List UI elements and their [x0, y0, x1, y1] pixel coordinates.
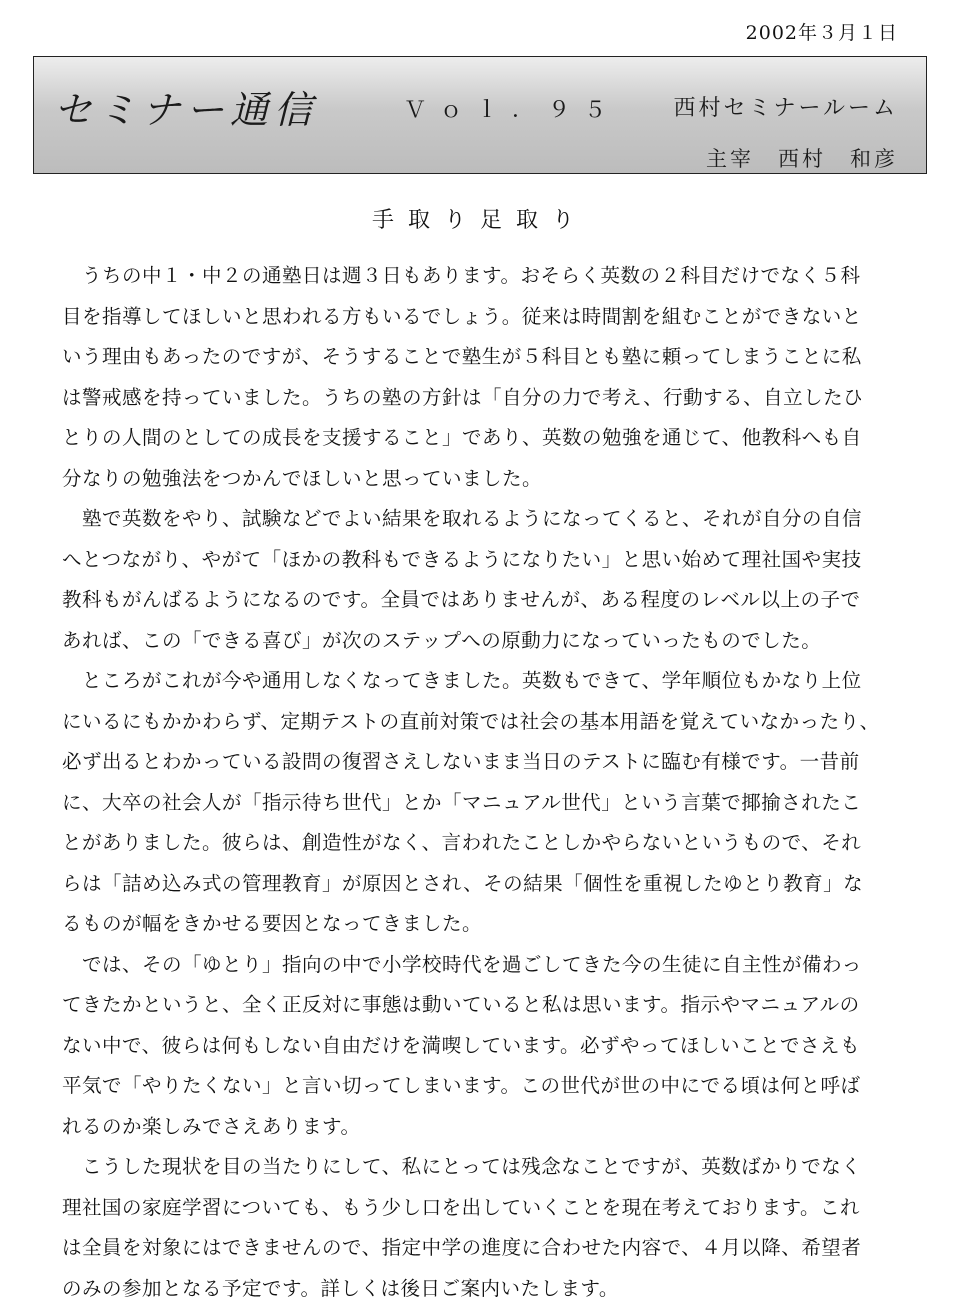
text-line: あれば、この「できる喜び」が次のステップへの原動力になっていったものでした。: [62, 621, 902, 662]
text-line: 平気で「やりたくない」と言い切ってしまいます。この世代が世の中にでる頃は何と呼ば: [62, 1066, 902, 1107]
text-line: に、大卒の社会人が「指示待ち世代」とか「マニュアル世代」という言葉で揶揄されたこ: [62, 783, 902, 824]
text-line: 塾で英数をやり、試験などでよい結果を取れるようになってくると、それが自分の自信: [62, 499, 902, 540]
text-line: は警戒感を持っていました。うちの塾の方針は「自分の力で考え、行動する、自立したひ: [62, 378, 902, 419]
text-line: いう理由もあったのですが、そうすることで塾生が５科目とも塾に頼ってしまうことに私: [62, 337, 902, 378]
text-line: れるのか楽しみでさえあります。: [62, 1107, 902, 1148]
text-line: ない中で、彼らは何もしない自由だけを満喫しています。必ずやってほしいことでさえも: [62, 1026, 902, 1067]
text-line: のみの参加となる予定です。詳しくは後日ご案内いたします。: [62, 1269, 902, 1309]
text-line: にいるにもかかわらず、定期テストの直前対策では社会の基本用語を覚えていなかったり、: [62, 702, 902, 743]
text-line: ところがこれが今や通用しなくなってきました。英数もできて、学年順位もかなり上位: [62, 661, 902, 702]
text-line: へとつながり、やがて「ほかの教科もできるようになりたい」と思い始めて理社国や実技: [62, 540, 902, 581]
text-line: らは「詰め込み式の管理教育」が原因とされ、その結果「個性を重視したゆとり教育」な: [62, 864, 902, 905]
text-line: るものが幅をきかせる要因となってきました。: [62, 904, 902, 945]
text-line: こうした現状を目の当たりにして、私にとっては残念なことですが、英数ばかりでなく: [62, 1147, 902, 1188]
text-line: は全員を対象にはできませんので、指定中学の進度に合わせた内容で、４月以降、希望者: [62, 1228, 902, 1269]
article-heading: 手取り足取り: [0, 203, 960, 234]
text-line: 理社国の家庭学習についても、もう少し口を出していくことを現在考えております。これ: [62, 1188, 902, 1229]
text-line: 分なりの勉強法をつかんでほしいと思っていました。: [62, 459, 902, 500]
text-line: では、その「ゆとり」指向の中で小学校時代を過ごしてきた今の生徒に自主性が備わっ: [62, 945, 902, 986]
text-line: うちの中１・中２の通塾日は週３日もあります。おそらく英数の２科目だけでなく５科: [62, 256, 902, 297]
text-line: てきたかというと、全く正反対に事態は動いていると私は思います。指示やマニュアルの: [62, 985, 902, 1026]
editor-name: 主宰 西村 和彦: [706, 143, 898, 173]
text-line: 必ず出るとわかっている設問の復習さえしないまま当日のテストに臨む有様です。一昔前: [62, 742, 902, 783]
article-body: [62, 256, 902, 1309]
text-line: とりの人間のとしての成長を支援すること」であり、英数の勉強を通じて、他教科へも自: [62, 418, 902, 459]
volume-number: Ｖｏｌ．９５: [404, 93, 620, 124]
text-line: とがありました。彼らは、創造性がなく、言われたことしかやらないというもので、それ: [62, 823, 902, 864]
issue-date: 2002年３月１日: [746, 18, 898, 45]
text-line: 教科もがんばるようになるのです。全員ではありませんが、ある程度のレベル以上の子で: [62, 580, 902, 621]
newsletter-masthead: [33, 56, 927, 174]
newsletter-title: セミナー通信: [54, 79, 318, 134]
text-line: 目を指導してほしいと思われる方もいるでしょう。従来は時間割を組むことができないと: [62, 297, 902, 338]
organization-name: 西村セミナールーム: [673, 91, 898, 122]
